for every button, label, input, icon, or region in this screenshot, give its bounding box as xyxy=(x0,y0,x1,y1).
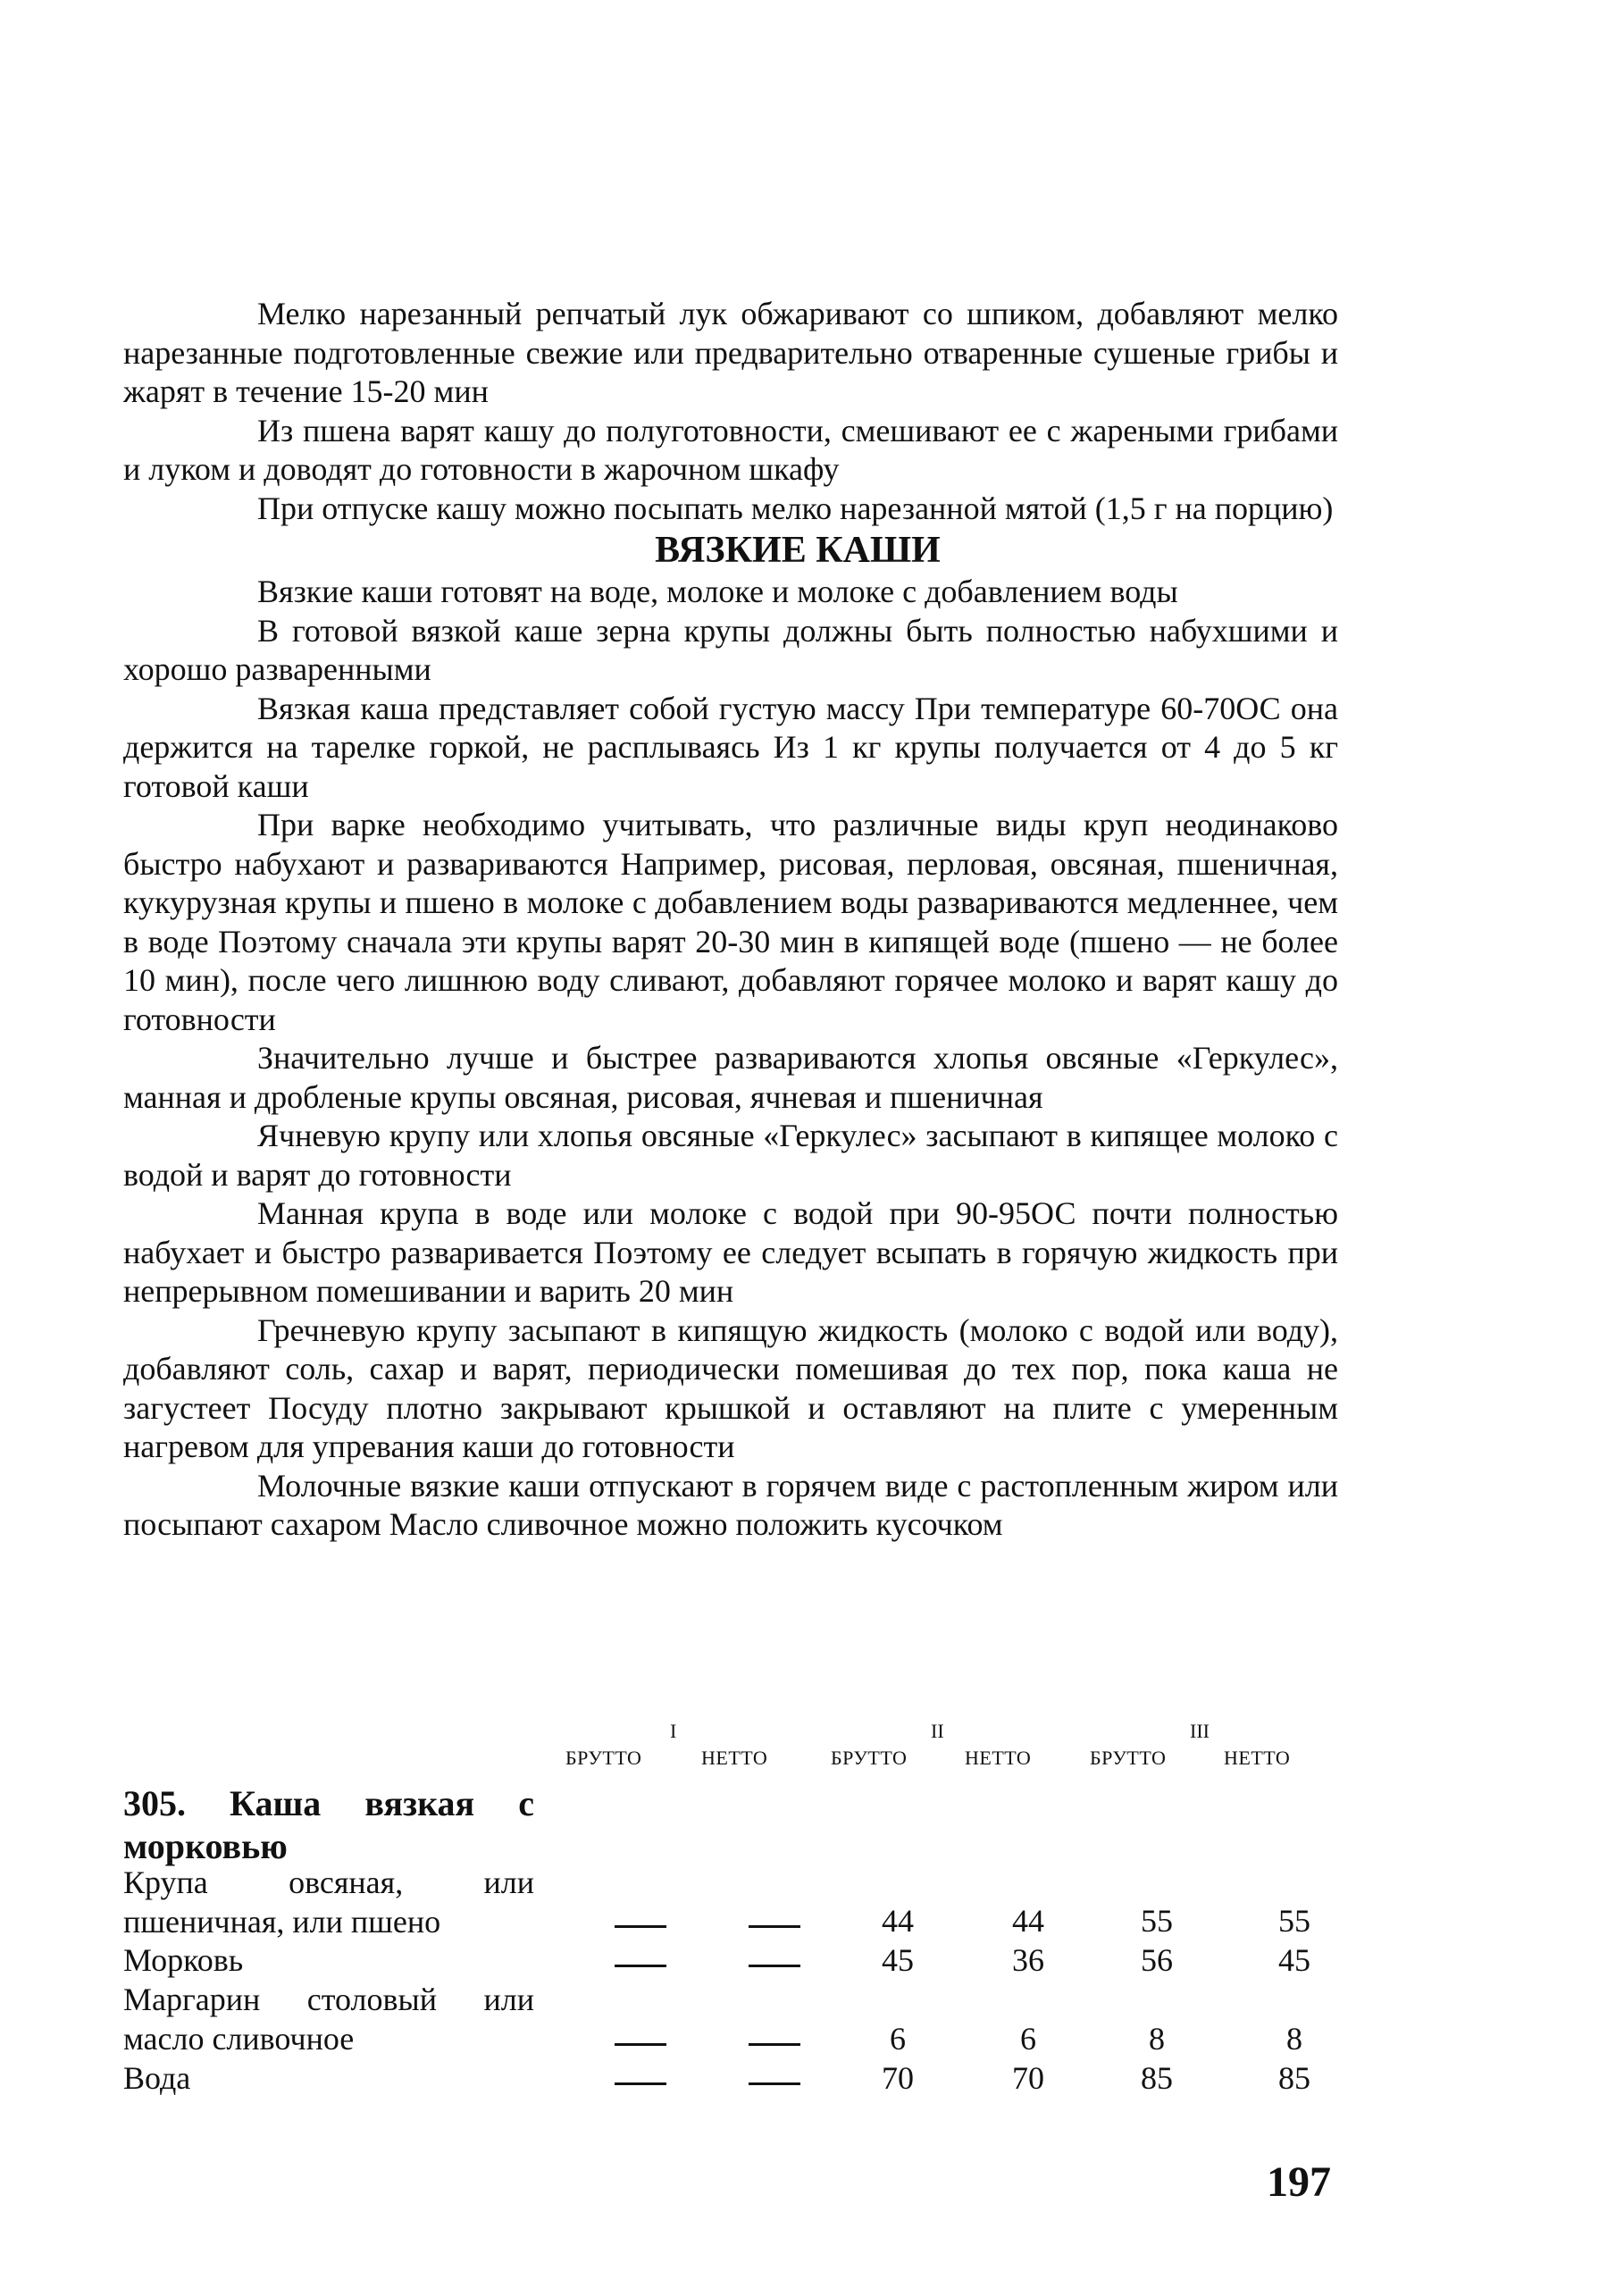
table-cell: 44 xyxy=(1012,1903,1044,1939)
table-cell: 85 xyxy=(1278,2060,1310,2096)
table-cell: 8 xyxy=(1149,2021,1165,2057)
section-paragraph-4: При варке необходимо учитывать, что различные виды круп неодинаково быстро набухают и развариваются Например, рисовая, перловая, овсяная, пшеничная, кукурузная крупы и пшено в молоке с добавлением воды развариваются медленнее, чем в воде Поэтому сначала эти крупы варят 20-30 мин в кипящей воде (пшено — не более 10 мин), после чего лишнюю воду сливают, добавляют горячее молоко и варят кашу до готовности xyxy=(123,807,1338,1037)
table-cell xyxy=(749,2082,800,2085)
table-cell xyxy=(749,1965,800,1967)
table-cell xyxy=(615,2082,666,2085)
table-cell: 8 xyxy=(1286,2021,1302,2057)
table-cell: 45 xyxy=(1278,1942,1310,1978)
table-cell xyxy=(615,1965,666,1967)
ingredient-name: Вода xyxy=(123,2060,191,2096)
table-cell: 56 xyxy=(1141,1942,1173,1978)
table-cell: 6 xyxy=(1020,2021,1036,2057)
table-cell xyxy=(615,2043,666,2046)
table-cell: 55 xyxy=(1141,1903,1173,1939)
ingredient-name: Крупа овсяная, или пшеничная, или пшено xyxy=(123,1864,534,1940)
section-heading: ВЯЗКИЕ КАШИ xyxy=(655,530,941,571)
intro-paragraph-3: При отпуске кашу можно посыпать мелко нарезанной мятой (1,5 г на порцию) xyxy=(257,490,1334,526)
column-header-3: БРУТТО xyxy=(831,1747,908,1769)
section-paragraph-7: Манная крупа в воде или молоке с водой при 90-95ОС почти полностью набухает и быстро разваривается Поэтому ее следует всыпать в горячую жидкость при непрерывном помешивании и варить 20 мин xyxy=(123,1195,1338,1309)
table-cell: 55 xyxy=(1278,1903,1310,1939)
column-header-6: НЕТТО xyxy=(1224,1747,1291,1769)
intro-paragraph-1: Мелко нарезанный репчатый лук обжаривают со шпиком, добавляют мелко нарезанные подготовленные свежие или предварительно отваренные сушеные грибы и жарят в течение 15-20 мин xyxy=(123,296,1338,409)
table-cell: 44 xyxy=(882,1903,914,1939)
column-header-1: БРУТТО xyxy=(565,1747,642,1769)
column-header-5: БРУТТО xyxy=(1090,1747,1167,1769)
table-cell: 70 xyxy=(882,2060,914,2096)
ingredient-name: Маргарин столовый или масло сливочное xyxy=(123,1982,534,2057)
section-paragraph-6: Ячневую крупу или хлопья овсяные «Геркулес» засыпают в кипящее молоко с водой и варят до готовности xyxy=(123,1118,1338,1193)
table-cell xyxy=(615,1925,666,1928)
section-paragraph-8: Гречневую крупу засыпают в кипящую жидкость (молоко с водой или воду), добавляют соль, сахар и варят, периодически помешивая до тех пор, пока каша не загустеет Посуду плотно закрывают крышкой и оставляют на плите с умеренным нагревом для упревания каши до готовности xyxy=(123,1311,1338,1464)
column-header-4: НЕТТО xyxy=(965,1747,1032,1769)
section-paragraph-9: Молочные вязкие каши отпускают в горячем виде с растопленным жиром или посыпают сахаром Масло сливочное можно положить кусочком xyxy=(123,1467,1338,1542)
ingredient-name: Морковь xyxy=(123,1942,244,1978)
recipe-title: 305. Каша вязкая с морковью xyxy=(123,1783,534,1866)
table-cell: 36 xyxy=(1012,1942,1044,1978)
section-paragraph-1: Вязкие каши готовят на воде, молоке и молоке с добавлением воды xyxy=(257,574,1178,609)
table-cell xyxy=(749,2043,800,2046)
table-cell: 45 xyxy=(882,1942,914,1978)
column-group-1: I xyxy=(670,1720,677,1742)
intro-paragraph-2: Из пшена варят кашу до полуготовности, смешивают ее с жареными грибами и луком и доводят до готовности в жарочном шкафу xyxy=(123,412,1338,487)
section-paragraph-3: Вязкая каша представляет собой густую массу При температуре 60-70ОС она держится на тарелке горкой, не расплываясь Из 1 кг крупы получается от 4 до 5 кг готовой каши xyxy=(123,690,1338,804)
table-cell: 70 xyxy=(1012,2060,1044,2096)
main-text xyxy=(123,295,1338,1545)
table-cell: 6 xyxy=(890,2021,906,2057)
table-cell: 85 xyxy=(1141,2060,1173,2096)
table-cell xyxy=(749,1925,800,1928)
section-paragraph-2: В готовой вязкой каше зерна крупы должны быть полностью набухшими и хорошо разваренными xyxy=(123,612,1338,687)
section-paragraph-5: Значительно лучше и быстрее развариваются хлопья овсяные «Геркулес», манная и дробленые крупы овсяная, рисовая, ячневая и пшеничная xyxy=(123,1040,1338,1115)
column-header-2: НЕТТО xyxy=(701,1747,768,1769)
column-group-2: II xyxy=(931,1720,944,1742)
column-group-3: III xyxy=(1190,1720,1210,1742)
page-number: 197 xyxy=(1267,2158,1331,2206)
